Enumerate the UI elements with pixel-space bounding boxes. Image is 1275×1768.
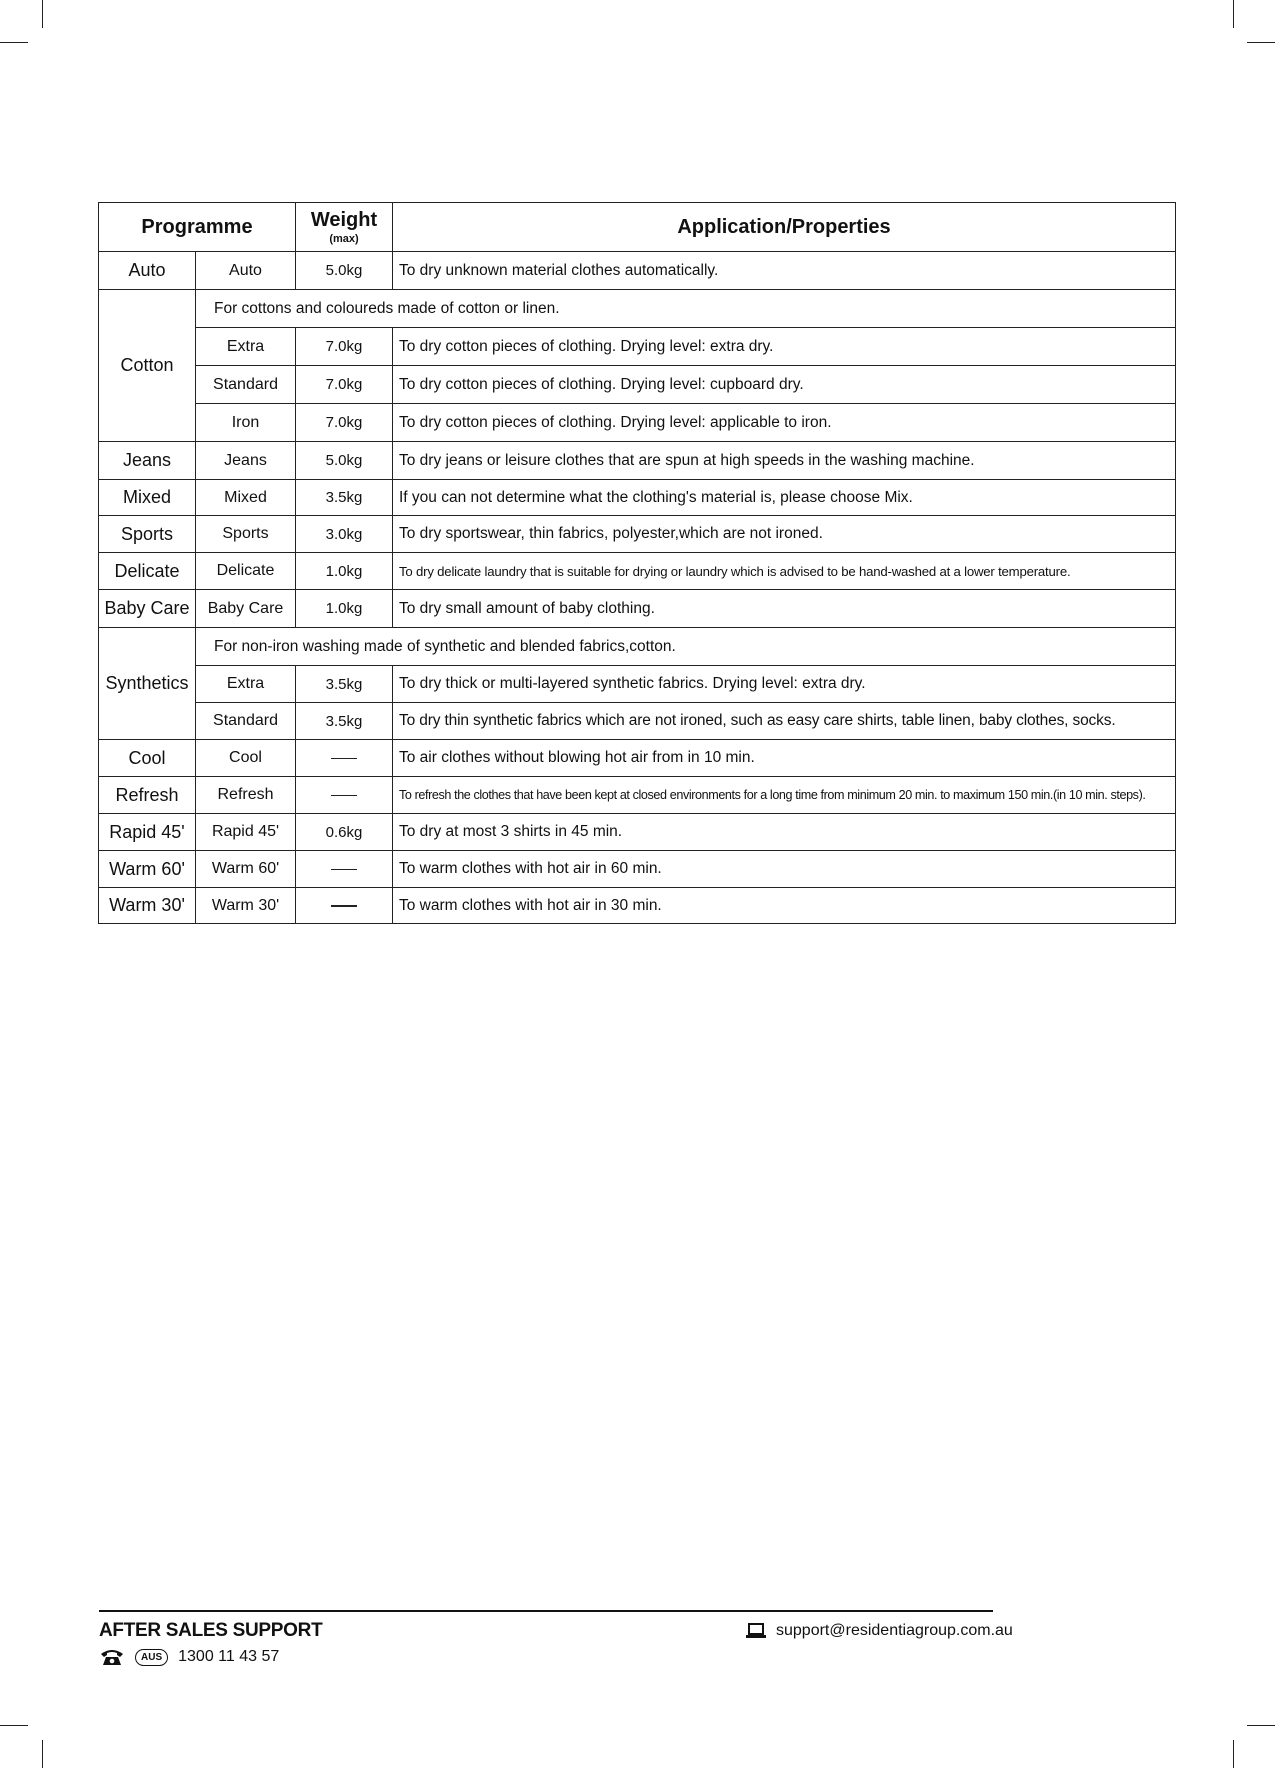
description: To refresh the clothes that have been kept at closed environments for a long time from minimum 20 min. to maximum 150 min.(in 10 min. steps). [393,777,1176,814]
table-row [99,553,1176,590]
description: To dry delicate laundry that is suitable for drying or laundry which is advised to be hand-washed at a lower temperature. [393,553,1176,590]
programme-option: Delicate [196,553,296,590]
programme-name: Refresh [99,777,196,814]
programme-option: Standard [196,703,296,740]
crop-mark [1233,1740,1234,1768]
header-weight-unit: (max) [329,232,359,245]
programme-option: Extra [196,328,296,366]
programme-option: Auto [196,252,296,290]
programme-option: Refresh [196,777,296,814]
table-row [99,851,1176,888]
table-row [99,366,1176,404]
programme-option: Extra [196,666,296,703]
programme-name: Mixed [99,480,196,516]
table-row [99,590,1176,628]
programme-option: Jeans [196,442,296,480]
programme-name: Auto [99,252,196,290]
max-weight: 5.0kg [296,252,393,290]
description: To air clothes without blowing hot air from in 10 min. [393,740,1176,777]
description: To dry thick or multi-layered synthetic fabrics. Drying level: extra dry. [393,666,1176,703]
max-weight: 7.0kg [296,366,393,404]
table-row [99,888,1176,924]
max-weight: 3.5kg [296,480,393,516]
not-applicable-dash [331,758,357,759]
country-badge: AUS [135,1649,168,1666]
footer-divider [99,1610,993,1612]
table-row [99,480,1176,516]
programme-name: Cotton [99,290,196,442]
crop-mark [0,42,28,43]
programme-option: Rapid 45' [196,814,296,851]
header-programme: Programme [99,203,296,252]
description: To dry cotton pieces of clothing. Drying level: cupboard dry. [393,366,1176,404]
max-weight: 0.6kg [296,814,393,851]
crop-mark [42,0,43,28]
max-weight [296,851,393,888]
table-row [99,628,1176,666]
table-row [99,777,1176,814]
group-note: For non-iron washing made of synthetic and blended fabrics,cotton. [196,628,1176,666]
footer-phone [99,1648,279,1666]
programme-option: Cool [196,740,296,777]
description: To dry small amount of baby clothing. [393,590,1176,628]
description: To dry sportswear, thin fabrics, polyester,which are not ironed. [393,516,1176,553]
description: To dry unknown material clothes automatically. [393,252,1176,290]
programme-name: Warm 60' [99,851,196,888]
max-weight: 5.0kg [296,442,393,480]
not-applicable-dash [331,869,357,870]
table-row [99,328,1176,366]
table-row [99,814,1176,851]
phone-number[interactable]: 1300 11 43 57 [178,1648,280,1665]
max-weight: 3.0kg [296,516,393,553]
max-weight: 1.0kg [296,590,393,628]
max-weight [296,888,393,924]
programme-option: Warm 30' [196,888,296,924]
footer-title: AFTER SALES SUPPORT [99,1620,323,1641]
table-row [99,252,1176,290]
crop-mark [1247,1725,1275,1726]
description: To warm clothes with hot air in 60 min. [393,851,1176,888]
table-row [99,404,1176,442]
footer-email [746,1622,1013,1640]
programme-name: Delicate [99,553,196,590]
max-weight: 7.0kg [296,328,393,366]
table-row [99,516,1176,553]
max-weight [296,777,393,814]
table-row [99,666,1176,703]
programme-table [98,202,1176,924]
description: To dry cotton pieces of clothing. Drying level: applicable to iron. [393,404,1176,442]
programme-name: Rapid 45' [99,814,196,851]
laptop-icon [746,1623,766,1639]
programme-option: Sports [196,516,296,553]
table-row [99,290,1176,328]
table-row [99,703,1176,740]
description: To dry cotton pieces of clothing. Drying level: extra dry. [393,328,1176,366]
max-weight: 7.0kg [296,404,393,442]
programme-option: Standard [196,366,296,404]
max-weight: 3.5kg [296,703,393,740]
max-weight [296,740,393,777]
crop-mark [1233,0,1234,28]
telephone-icon [99,1648,125,1666]
description: To warm clothes with hot air in 30 min. [393,888,1176,924]
max-weight: 3.5kg [296,666,393,703]
programme-name: Synthetics [99,628,196,740]
table-header-row [99,203,1176,252]
programme-name: Baby Care [99,590,196,628]
crop-mark [42,1740,43,1768]
description: To dry thin synthetic fabrics which are not ironed, such as easy care shirts, table linen, baby clothes, socks. [393,703,1176,740]
table-row [99,740,1176,777]
crop-mark [1247,42,1275,43]
programme-option: Warm 60' [196,851,296,888]
programme-option: Baby Care [196,590,296,628]
header-application: Application/Properties [393,203,1176,252]
crop-mark [0,1725,28,1726]
description: To dry jeans or leisure clothes that are spun at high speeds in the washing machine. [393,442,1176,480]
description: If you can not determine what the clothing's material is, please choose Mix. [393,480,1176,516]
programme-name: Warm 30' [99,888,196,924]
header-weight-label: Weight [310,208,378,231]
programme-name: Cool [99,740,196,777]
programme-option: Mixed [196,480,296,516]
programme-option: Iron [196,404,296,442]
programme-name: Sports [99,516,196,553]
table-row [99,442,1176,480]
not-applicable-dash [331,795,357,796]
group-note: For cottons and coloureds made of cotton or linen. [196,290,1176,328]
not-applicable-dash [331,905,357,906]
support-email[interactable]: support@residentiagroup.com.au [776,1622,1013,1639]
header-weight [296,203,393,252]
description: To dry at most 3 shirts in 45 min. [393,814,1176,851]
programme-name: Jeans [99,442,196,480]
max-weight: 1.0kg [296,553,393,590]
